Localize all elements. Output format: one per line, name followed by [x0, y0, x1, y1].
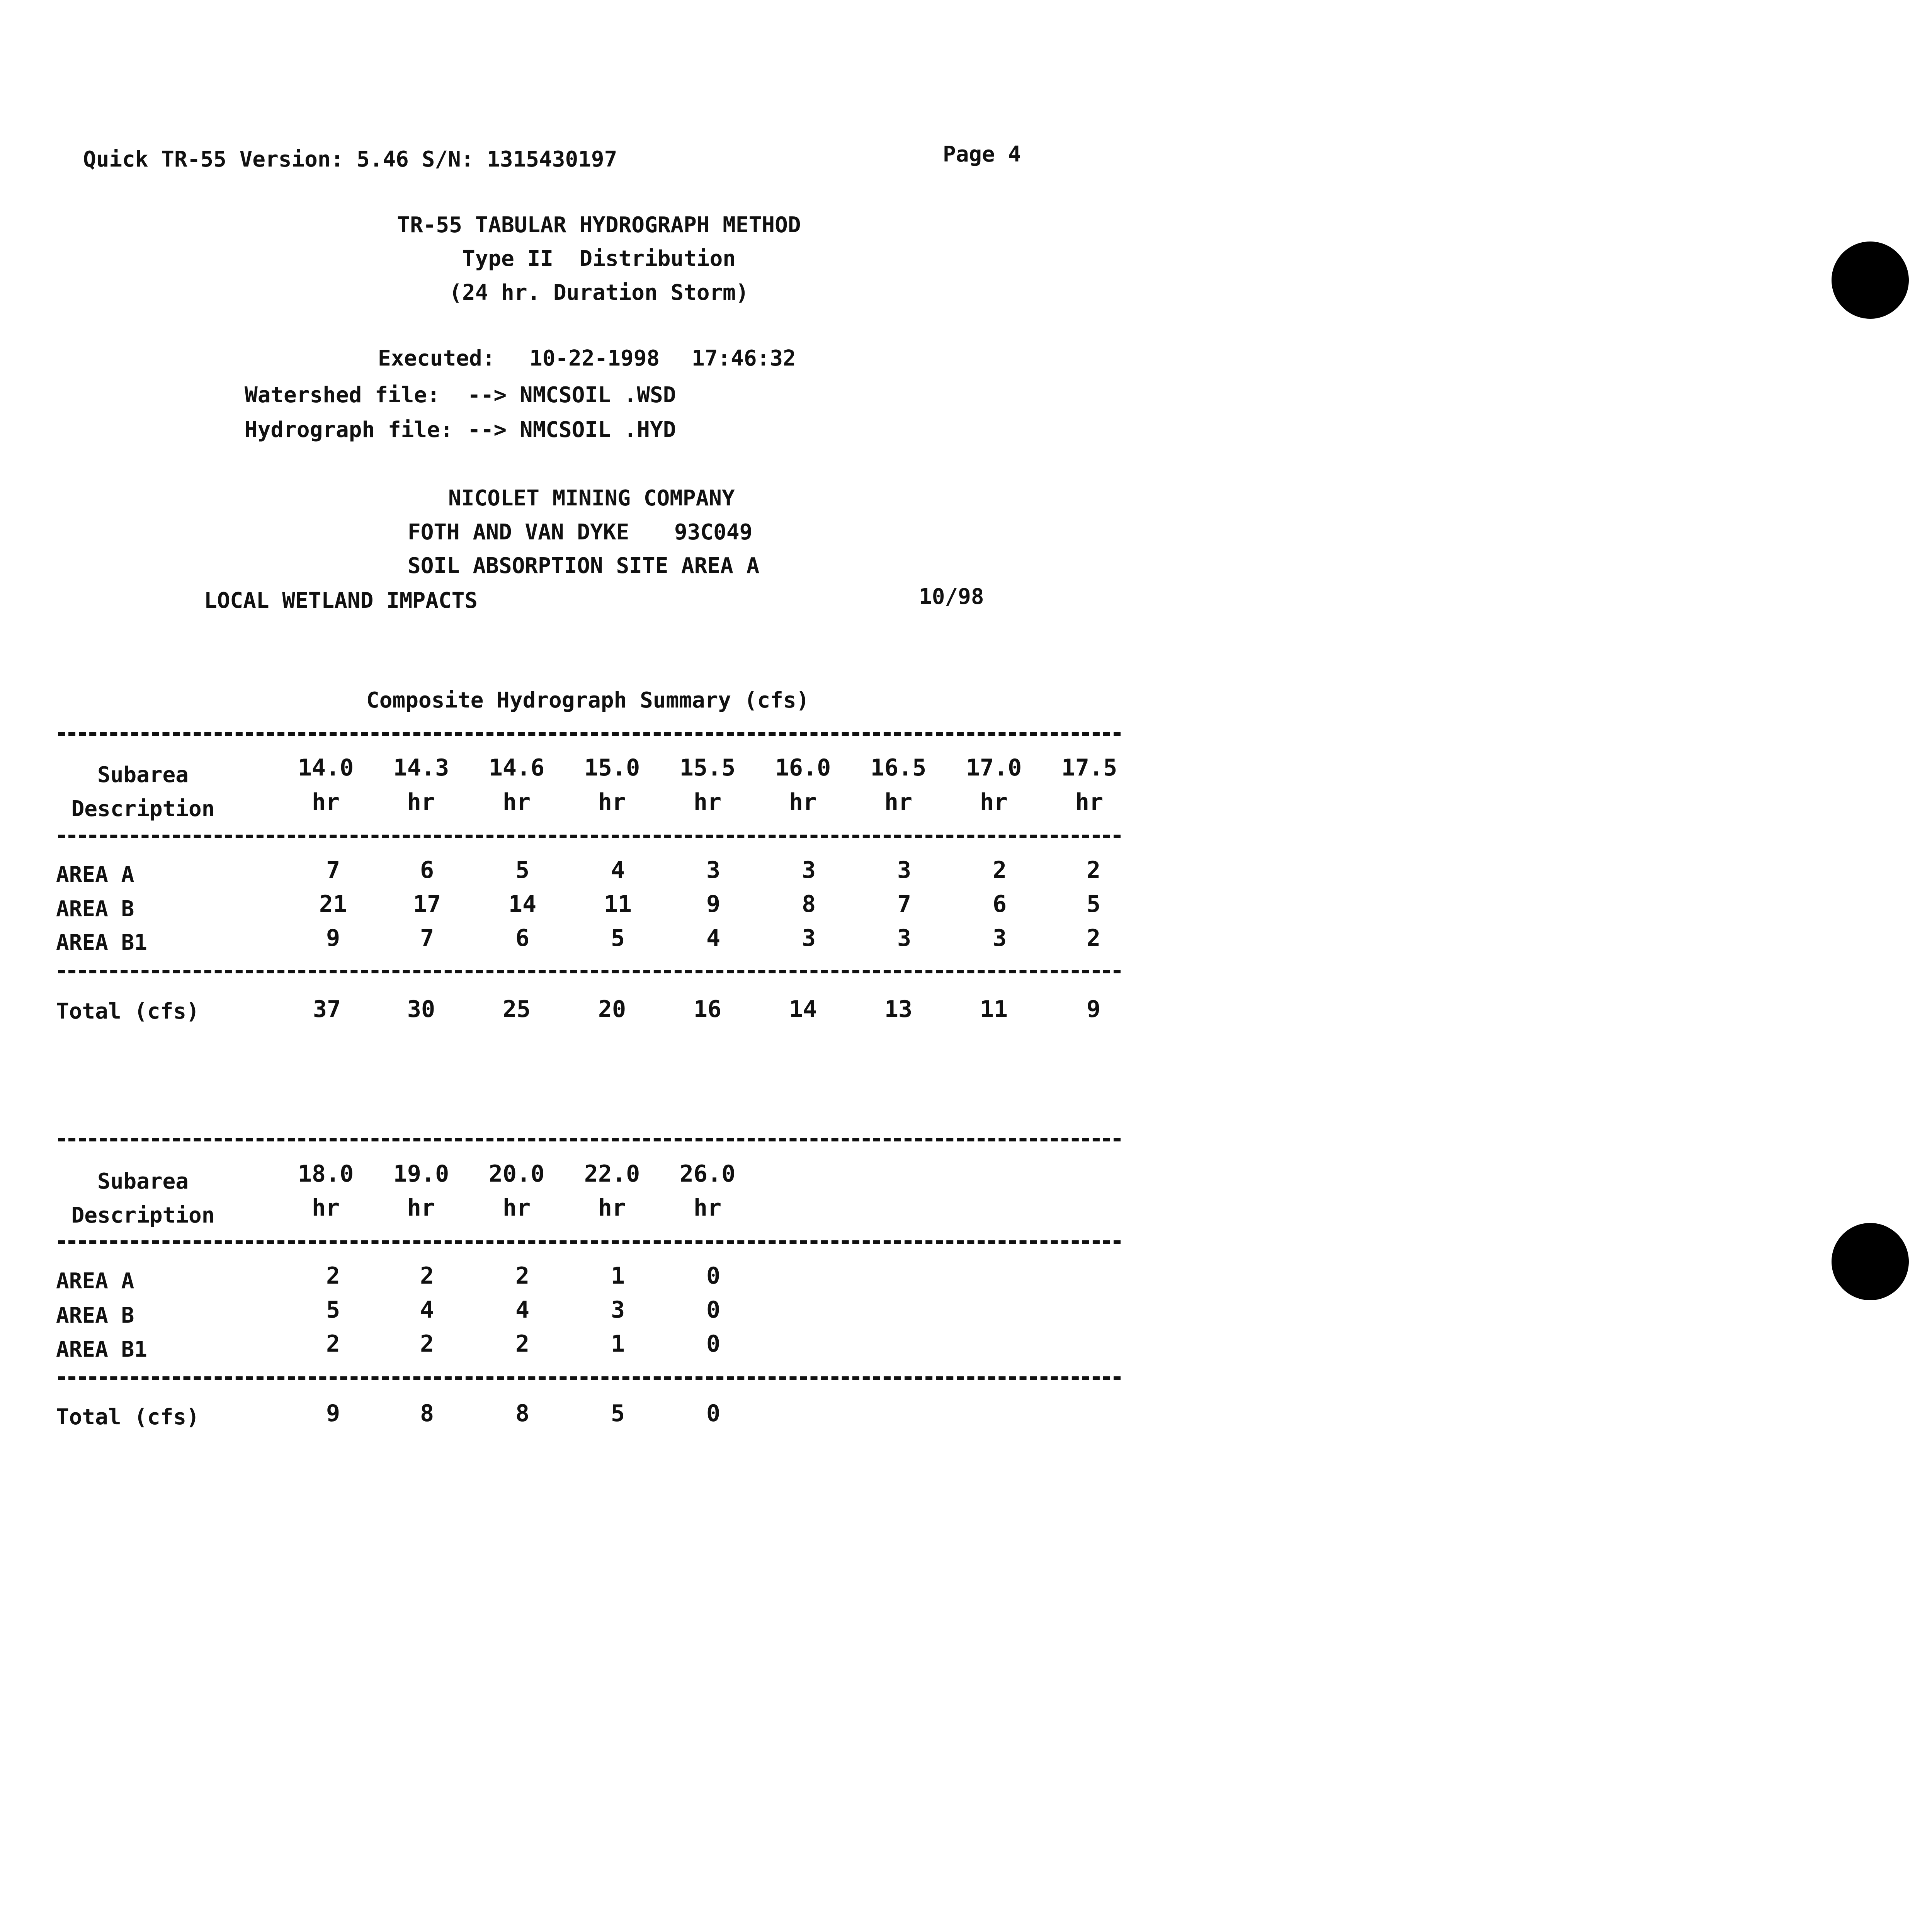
distribution-type: Type II Distribution	[462, 246, 736, 271]
total-value: 14	[789, 996, 817, 1023]
row-label: AREA B	[56, 896, 134, 922]
cell-value: 1	[611, 1262, 625, 1289]
page-number: Page 4	[943, 142, 1021, 167]
table-divider	[58, 835, 1121, 838]
unit-label: hr	[884, 789, 913, 816]
cell-value: 6	[992, 891, 1007, 918]
table-divider	[58, 970, 1121, 973]
total-value: 9	[1086, 996, 1101, 1023]
program-version: Quick TR-55 Version: 5.46 S/N: 1315430197	[83, 147, 617, 172]
unit-label: hr	[980, 789, 1008, 816]
table-divider	[58, 1138, 1121, 1141]
cell-value: 8	[801, 891, 816, 918]
cell-value: 3	[801, 857, 816, 884]
time-header: 17.0	[966, 754, 1022, 781]
unit-label: hr	[598, 789, 626, 816]
row-label: AREA B1	[56, 930, 148, 955]
cell-value: 4	[420, 1296, 434, 1323]
table-divider	[58, 732, 1121, 736]
cell-value: 2	[420, 1262, 434, 1289]
cell-value: 3	[706, 857, 721, 884]
cell-value: 17	[413, 891, 441, 918]
cell-value: 2	[992, 857, 1007, 884]
time-header: 18.0	[298, 1160, 354, 1187]
cell-value: 2	[1086, 857, 1101, 884]
table-divider	[58, 1376, 1121, 1380]
time-header: 17.5	[1061, 754, 1117, 781]
cell-value: 0	[706, 1296, 721, 1323]
total-value: 13	[884, 996, 913, 1023]
total-value: 0	[706, 1400, 721, 1427]
cell-value: 5	[611, 925, 625, 952]
watershed-file-label: Watershed file:	[245, 383, 440, 408]
time-header: 16.5	[870, 754, 927, 781]
total-value: 37	[313, 996, 341, 1023]
unit-label: hr	[598, 1194, 626, 1221]
total-value: 8	[420, 1400, 434, 1427]
unit-label: hr	[407, 1194, 435, 1221]
total-value: 16	[693, 996, 722, 1023]
cell-value: 5	[326, 1296, 340, 1323]
cell-value: 2	[515, 1262, 530, 1289]
hydrograph-file-value: --> NMCSOIL .HYD	[468, 417, 676, 442]
cell-value: 7	[420, 925, 434, 952]
unit-label: hr	[502, 1194, 531, 1221]
storm-duration: (24 hr. Duration Storm)	[449, 280, 749, 305]
site-name: SOIL ABSORPTION SITE AREA A	[408, 553, 760, 578]
time-header: 19.0	[393, 1160, 449, 1187]
unit-label: hr	[693, 1194, 722, 1221]
time-header: 15.5	[679, 754, 736, 781]
hydrograph-file-label: Hydrograph file:	[245, 417, 453, 442]
time-header: 22.0	[584, 1160, 640, 1187]
cell-value: 0	[706, 1262, 721, 1289]
punch-hole-icon	[1832, 242, 1909, 319]
time-header: 14.6	[488, 754, 545, 781]
table-divider	[58, 1240, 1121, 1244]
subarea-header: Subarea	[97, 1169, 189, 1194]
cell-value: 6	[515, 925, 530, 952]
punch-hole-icon	[1832, 1223, 1909, 1300]
time-header: 14.0	[298, 754, 354, 781]
total-value: 8	[515, 1400, 530, 1427]
cell-value: 3	[992, 925, 1007, 952]
total-value: 20	[598, 996, 626, 1023]
cell-value: 3	[801, 925, 816, 952]
time-header: 15.0	[584, 754, 640, 781]
cell-value: 11	[604, 891, 632, 918]
row-label: AREA A	[56, 1269, 134, 1294]
row-label: AREA B	[56, 1303, 134, 1328]
cell-value: 2	[326, 1330, 340, 1357]
time-header: 20.0	[488, 1160, 545, 1187]
project-number: 93C049	[674, 520, 753, 545]
cell-value: 9	[706, 891, 721, 918]
total-value: 25	[502, 996, 531, 1023]
time-header: 14.3	[393, 754, 449, 781]
unit-label: hr	[502, 789, 531, 816]
description-header: Description	[71, 796, 215, 821]
company-name: NICOLET MINING COMPANY	[448, 486, 735, 511]
cell-value: 3	[611, 1296, 625, 1323]
cell-value: 2	[420, 1330, 434, 1357]
unit-label: hr	[311, 1194, 340, 1221]
cell-value: 2	[515, 1330, 530, 1357]
cell-value: 21	[319, 891, 347, 918]
cell-value: 4	[611, 857, 625, 884]
cell-value: 5	[1086, 891, 1101, 918]
unit-label: hr	[311, 789, 340, 816]
unit-label: hr	[789, 789, 817, 816]
total-value: 30	[407, 996, 435, 1023]
total-label: Total (cfs)	[56, 999, 199, 1024]
cell-value: 6	[420, 857, 434, 884]
cell-value: 14	[508, 891, 537, 918]
watershed-file-value: --> NMCSOIL .WSD	[468, 383, 676, 408]
project-date: 10/98	[919, 584, 984, 609]
cell-value: 4	[515, 1296, 530, 1323]
cell-value: 2	[1086, 925, 1101, 952]
unit-label: hr	[693, 789, 722, 816]
row-label: AREA B1	[56, 1337, 148, 1362]
unit-label: hr	[1075, 789, 1104, 816]
time-header: 16.0	[775, 754, 831, 781]
total-value: 5	[611, 1400, 625, 1427]
method-title: TR-55 TABULAR HYDROGRAPH METHOD	[397, 213, 801, 238]
summary-title: Composite Hydrograph Summary (cfs)	[366, 688, 810, 713]
cell-value: 1	[611, 1330, 625, 1357]
total-label: Total (cfs)	[56, 1405, 199, 1430]
cell-value: 4	[706, 925, 721, 952]
cell-value: 3	[897, 925, 912, 952]
cell-value: 0	[706, 1330, 721, 1357]
time-header: 26.0	[679, 1160, 736, 1187]
subarea-header: Subarea	[97, 762, 189, 787]
row-label: AREA A	[56, 862, 134, 887]
cell-value: 7	[897, 891, 912, 918]
description-header: Description	[71, 1203, 215, 1228]
executed-time: 17:46:32	[692, 346, 796, 371]
cell-value: 3	[897, 857, 912, 884]
unit-label: hr	[407, 789, 435, 816]
executed-label: Executed:	[378, 346, 495, 371]
cell-value: 5	[515, 857, 530, 884]
cell-value: 9	[326, 925, 340, 952]
engineer-name: FOTH AND VAN DYKE	[408, 520, 629, 545]
total-value: 11	[980, 996, 1008, 1023]
cell-value: 2	[326, 1262, 340, 1289]
impacts-label: LOCAL WETLAND IMPACTS	[204, 588, 478, 613]
cell-value: 7	[326, 857, 340, 884]
executed-date: 10-22-1998	[529, 346, 660, 371]
total-value: 9	[326, 1400, 340, 1427]
